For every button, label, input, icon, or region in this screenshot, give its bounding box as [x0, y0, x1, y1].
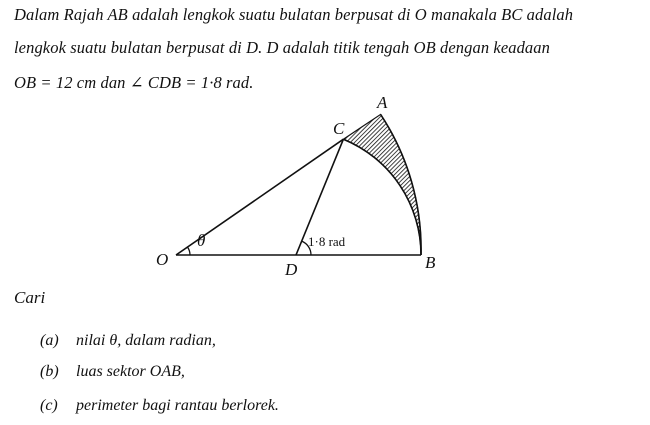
question-b-text: luas sektor OAB,: [76, 363, 185, 380]
label-a: A: [377, 93, 388, 112]
question-b-marker: (b): [40, 363, 59, 380]
label-angle-d: 1·8 rad: [308, 234, 346, 249]
question-c: [40, 397, 279, 415]
questions-intro: Cari: [14, 288, 46, 307]
question-a: [40, 332, 216, 350]
label-theta: θ: [197, 231, 206, 250]
question-c-marker: (c): [40, 397, 58, 414]
label-c: C: [333, 119, 345, 138]
problem-line-3: OB = 12 cm dan ∠ CDB = 1·8 rad.: [14, 73, 254, 92]
question-a-text: nilai θ, dalam radian,: [76, 332, 216, 349]
question-c-text: perimeter bagi rantau berlorek.: [76, 397, 279, 414]
question-b: [40, 363, 185, 381]
shaded-region: [343, 114, 421, 255]
label-b: B: [425, 253, 436, 272]
problem-line-2: lengkok suatu bulatan berpusat di D. D adalah titik tengah OB dengan keadaan: [14, 38, 550, 57]
angle-mark-theta: [188, 247, 191, 255]
label-o: O: [156, 250, 169, 269]
problem-line-1: Dalam Rajah AB adalah lengkok suatu bulatan berpusat di O manakala BC adalah: [14, 5, 574, 24]
question-a-marker: (a): [40, 332, 59, 349]
label-d: D: [285, 260, 298, 279]
